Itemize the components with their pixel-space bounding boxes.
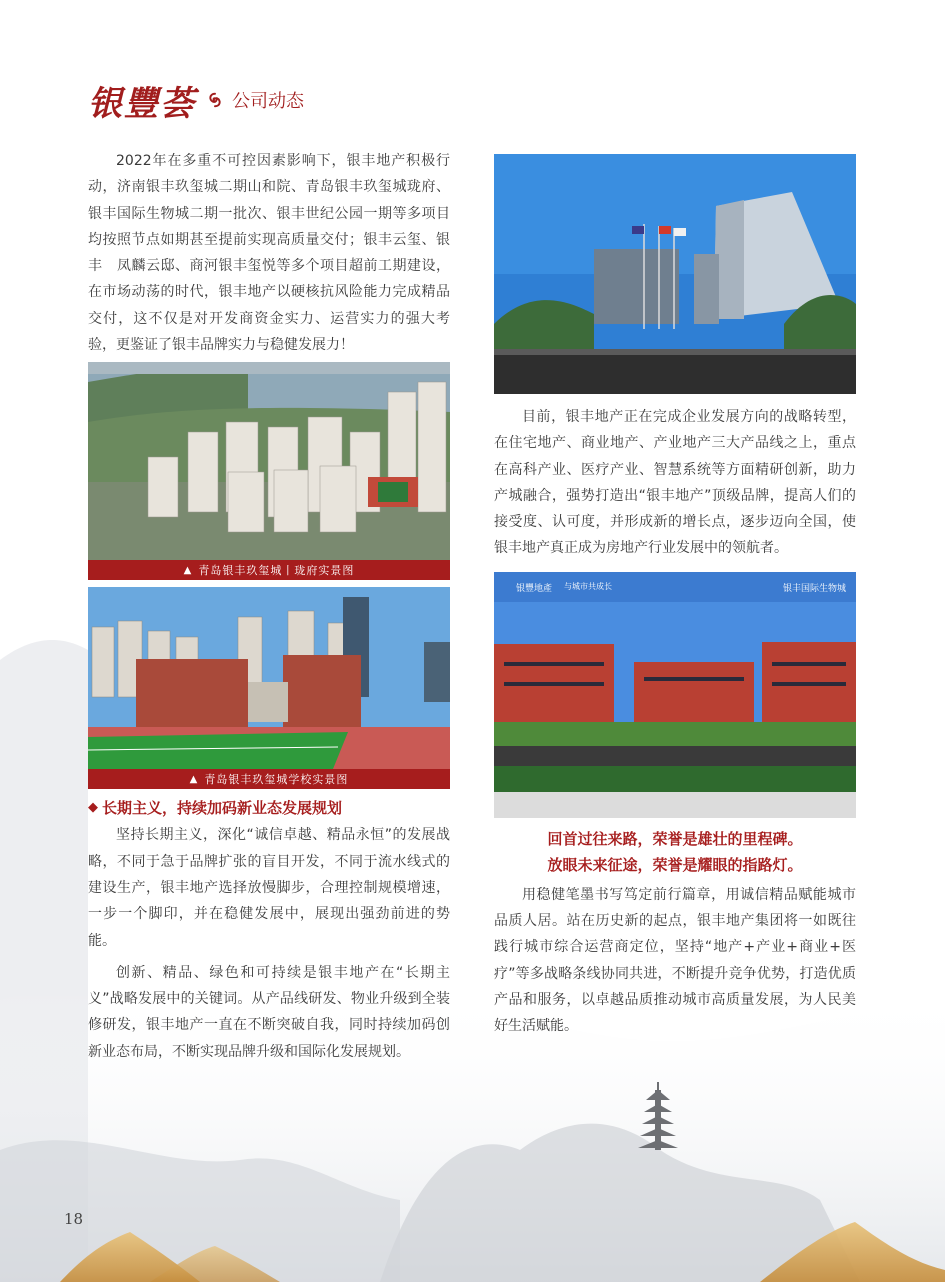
- closing-paragraph: 用稳健笔墨书写笃定前行篇章，用诚信精品赋能城市品质人居。站在历史新的起点，银丰地产集团将一如既往践行城市综合运营商定位，坚持“地产+产业+商业+医疗”等多战略条线协同共进，不断提升竞争优势，打造优质产品和服务，以卓越品质推动城市高质量发展，为人民美好生活赋能。: [494, 886, 856, 1035]
- triangle-icon: ▲: [189, 773, 199, 785]
- brand-logo: 银豐荟: [88, 83, 196, 124]
- photo-sign-right: 银丰国际生物城: [782, 583, 846, 594]
- residence-photo: [88, 362, 450, 560]
- page-header: [88, 78, 304, 122]
- school-photo: [88, 587, 450, 769]
- section-subheading: [88, 797, 450, 818]
- photo-sign-mid: 与城市共成长: [564, 581, 612, 591]
- slogan-block: [494, 826, 856, 878]
- subheading-text: 长期主义，持续加码新业态发展规划: [102, 799, 343, 818]
- photo-caption: [88, 769, 450, 789]
- slogan-line: 放眼未来征途，荣誉是耀眼的指路灯。: [547, 855, 803, 874]
- transformation-paragraph: 目前，银丰地产正在完成企业发展方向的战略转型，在住宅地产、商业地产、产业地产三大产品线之上，重点在高科产业、医疗产业、智慧系统等方面精研创新，助力产城融合，强势打造出“银丰地产”顶级品牌，提高人们的接受度、认可度，并形成新的增长点，逐步迈向全国，使银丰地产真正成为房地产行业发展中的领航者。: [494, 409, 856, 557]
- diamond-icon: ◆: [88, 800, 98, 816]
- innovation-paragraph: 创新、精品、绿色和可持续是银丰地产在“长期主义”战略发展中的关键词。从产品线研发、物业升级到全装修研发，银丰地产一直在不断突破自我，同时持续加码创新业态布局，不断实现品牌升级和国际化发展规划。: [88, 964, 450, 1060]
- triangle-icon: ▲: [183, 564, 193, 576]
- left-column: [88, 148, 450, 1065]
- slogan-line: 回首过往来路，荣誉是雄壮的里程碑。: [547, 829, 803, 848]
- caption-text: 青岛银丰玖玺城丨珑府实景图: [198, 564, 355, 578]
- bio-city-photo: [494, 572, 856, 818]
- page-number: 18: [64, 1210, 84, 1228]
- right-column: [494, 154, 856, 1040]
- swirl-icon: [206, 91, 224, 109]
- photo-sign-left: 银豐地產: [516, 583, 553, 594]
- section-title: 公司动态: [232, 91, 304, 112]
- strategy-paragraph: 坚持长期主义，深化“诚信卓越、精品永恒”的发展战略，不同于急于品牌扩张的盲目开发，不同于流水线式的建设生产，银丰地产选择放慢脚步，合理控制规模增速，一步一个脚印，并在稳健发展中，展现出强劲前进的势能。: [88, 827, 450, 949]
- caption-text: 青岛银丰玖玺城学校实景图: [204, 773, 349, 787]
- photo-caption: [88, 560, 450, 580]
- headquarters-photo: [494, 154, 856, 394]
- intro-paragraph: 2022年在多重不可控因素影响下，银丰地产积极行动，济南银丰玖玺城二期山和院、青岛银丰玖玺城珑府、银丰国际生物城二期一批次、银丰世纪公园一期等多项目均按照节点如期甚至提前实现高质量交付；银丰云玺、银丰 凤麟云邸、商河银丰玺悦等多个项目超前工期建设，在市场动荡的时代，银丰地产以硬核抗风险能力完成精品交付，这不仅是对开发商资金实力、运营实力的强大考验，更鉴证了银丰品牌实力与稳健发展力！: [88, 153, 450, 354]
